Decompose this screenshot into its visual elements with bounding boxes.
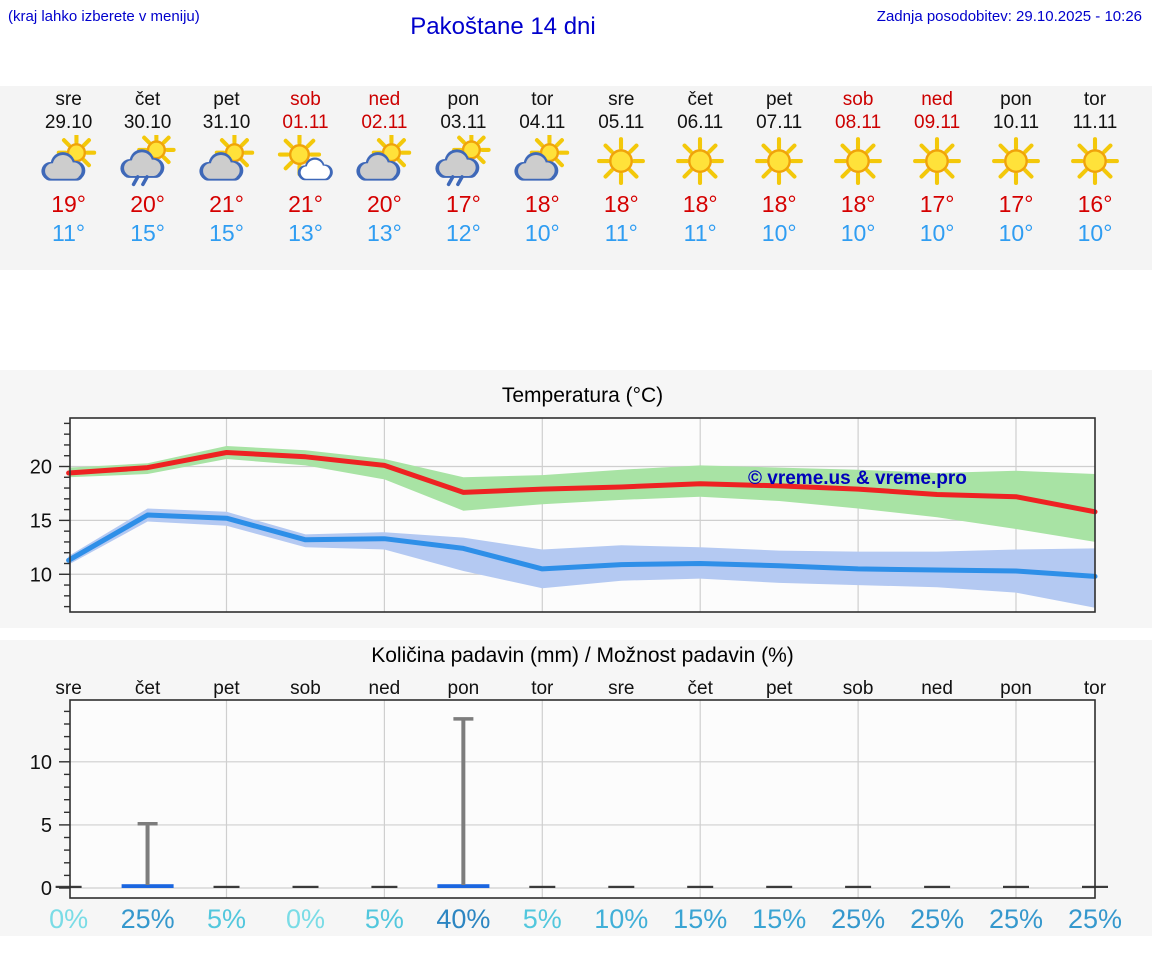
forecast-day bbox=[582, 88, 661, 248]
day-low-temp: 13° bbox=[367, 220, 402, 246]
day-high-temp: 18° bbox=[682, 191, 718, 217]
precip-day-label: pon bbox=[447, 678, 480, 699]
day-high-temp: 20° bbox=[130, 191, 165, 217]
day-date: 03.11 bbox=[440, 112, 487, 133]
day-name: tor bbox=[531, 89, 554, 110]
forecast-day bbox=[424, 88, 503, 248]
svg-text:5: 5 bbox=[40, 814, 52, 837]
day-low-temp: 11° bbox=[52, 220, 86, 246]
svg-text:20: 20 bbox=[29, 456, 52, 479]
day-name: pon bbox=[1000, 89, 1032, 110]
day-name: tor bbox=[1083, 89, 1107, 110]
precip-day-label: tor bbox=[531, 678, 554, 699]
precip-probability: 25% bbox=[988, 904, 1044, 934]
precip-probability: 25% bbox=[831, 904, 886, 934]
forecast-day bbox=[977, 88, 1056, 248]
day-name: sob bbox=[842, 89, 874, 110]
precip-trace-bar bbox=[845, 886, 871, 888]
day-date: 11.11 bbox=[1072, 112, 1118, 133]
sun-icon bbox=[819, 134, 898, 190]
day-low-temp: 15° bbox=[209, 220, 244, 246]
precipitation-chart bbox=[0, 640, 1152, 940]
day-name: pon bbox=[447, 89, 480, 110]
forecast-day bbox=[1056, 88, 1135, 248]
precip-probability: 25% bbox=[1067, 904, 1123, 934]
precipitation-chart-title: Količina padavin (mm) / Možnost padavin (%) bbox=[371, 644, 794, 667]
day-name: sre bbox=[55, 89, 82, 110]
day-low-temp: 10° bbox=[524, 220, 560, 246]
sun-small-cloud-icon bbox=[266, 134, 345, 190]
precip-trace-bar bbox=[687, 886, 713, 888]
temperature-chart bbox=[0, 370, 1152, 628]
precip-trace-bar bbox=[608, 886, 634, 888]
precip-trace-bar bbox=[371, 886, 397, 888]
forecast-day bbox=[819, 88, 898, 248]
page-title: Pakoštane 14 dni bbox=[410, 13, 596, 40]
precip-day-label: čet bbox=[134, 678, 161, 699]
svg-text:10: 10 bbox=[29, 564, 52, 587]
day-high-temp: 18° bbox=[761, 191, 797, 217]
day-name: čet bbox=[134, 89, 161, 110]
day-date: 07.11 bbox=[756, 112, 803, 133]
day-low-temp: 10° bbox=[1077, 220, 1113, 246]
day-name: ned bbox=[368, 89, 401, 110]
sun-icon bbox=[582, 134, 661, 190]
day-name: ned bbox=[921, 89, 953, 110]
precip-day-label: sre bbox=[55, 678, 82, 699]
forecast-day bbox=[108, 88, 187, 248]
day-date: 09.11 bbox=[914, 112, 961, 133]
precip-probability: 5% bbox=[206, 904, 247, 934]
precip-day-label: sre bbox=[608, 678, 635, 699]
forecast-day bbox=[187, 88, 266, 248]
day-low-temp: 11° bbox=[683, 220, 717, 246]
day-low-temp: 12° bbox=[446, 220, 481, 246]
svg-text:10: 10 bbox=[29, 751, 52, 774]
day-high-temp: 18° bbox=[524, 191, 560, 217]
forecast-day bbox=[661, 88, 740, 248]
forecast-day bbox=[345, 88, 424, 248]
day-high-temp: 20° bbox=[367, 191, 402, 217]
day-name: pet bbox=[213, 89, 240, 110]
day-date: 10.11 bbox=[992, 112, 1040, 133]
precip-day-label: tor bbox=[1083, 678, 1107, 699]
sun-icon bbox=[740, 134, 819, 190]
forecast-day bbox=[29, 88, 108, 248]
day-low-temp: 10° bbox=[840, 220, 876, 246]
day-date: 31.10 bbox=[202, 112, 251, 133]
day-date: 08.11 bbox=[835, 112, 882, 133]
day-date: 30.10 bbox=[123, 112, 172, 133]
precip-probability: 5% bbox=[522, 904, 562, 934]
day-name: čet bbox=[687, 89, 713, 110]
day-high-temp: 16° bbox=[1077, 191, 1113, 217]
precip-probability: 15% bbox=[752, 904, 807, 934]
day-high-temp: 17° bbox=[446, 191, 481, 217]
sun-cloud-icon bbox=[503, 134, 582, 190]
forecast-day bbox=[503, 88, 582, 248]
precip-day-label: pet bbox=[213, 678, 240, 699]
precip-trace-bar bbox=[924, 886, 950, 888]
precip-probability: 40% bbox=[436, 904, 491, 934]
watermark: © vreme.us & vreme.pro bbox=[748, 468, 967, 489]
day-date: 01.11 bbox=[282, 112, 329, 133]
precip-day-label: pet bbox=[765, 678, 793, 699]
precip-probability: 25% bbox=[120, 904, 175, 934]
sun-cloud-icon bbox=[345, 134, 424, 190]
day-date: 29.10 bbox=[44, 112, 93, 133]
day-high-temp: 21° bbox=[209, 191, 244, 217]
day-low-temp: 11° bbox=[604, 220, 638, 246]
day-name: sre bbox=[608, 89, 635, 110]
precip-probability: 5% bbox=[364, 904, 404, 934]
precip-day-label: pon bbox=[1000, 678, 1032, 699]
day-name: sob bbox=[290, 89, 321, 110]
precip-day-label: sob bbox=[290, 678, 321, 699]
day-high-temp: 18° bbox=[603, 191, 639, 217]
temperature-chart-title: Temperatura (°C) bbox=[501, 384, 664, 407]
day-date: 05.11 bbox=[598, 112, 645, 133]
precip-probability: 15% bbox=[673, 904, 728, 934]
precip-probability: 0% bbox=[285, 904, 326, 934]
precip-trace-bar bbox=[766, 886, 792, 888]
precip-day-label: čet bbox=[687, 678, 713, 699]
day-low-temp: 15° bbox=[130, 220, 165, 246]
precip-probability: 10% bbox=[594, 904, 649, 934]
svg-text:0: 0 bbox=[40, 878, 52, 900]
day-low-temp: 10° bbox=[761, 220, 797, 246]
day-date: 02.11 bbox=[361, 112, 408, 133]
day-low-temp: 10° bbox=[919, 220, 955, 246]
precip-day-label: sob bbox=[842, 678, 874, 699]
forecast-day bbox=[898, 88, 977, 248]
precip-day-label: ned bbox=[368, 678, 401, 699]
precip-probability: 0% bbox=[49, 904, 89, 934]
menu-hint: (kraj lahko izberete v meniju) bbox=[8, 8, 200, 25]
sun-icon bbox=[661, 134, 740, 190]
precip-trace-bar bbox=[293, 886, 319, 888]
sun-cloud-icon bbox=[187, 134, 266, 190]
sun-cloud-icon bbox=[29, 134, 108, 190]
sun-icon bbox=[1056, 134, 1135, 190]
last-update: Zadnja posodobitev: 29.10.2025 - 10:26 bbox=[876, 8, 1142, 25]
day-high-temp: 18° bbox=[840, 191, 876, 217]
day-high-temp: 21° bbox=[288, 191, 323, 217]
precip-trace-bar bbox=[529, 886, 555, 888]
precip-day-label: ned bbox=[921, 678, 953, 699]
sun-icon bbox=[977, 134, 1056, 190]
day-name: pet bbox=[765, 89, 793, 110]
forecast-day bbox=[740, 88, 819, 248]
day-high-temp: 17° bbox=[998, 191, 1034, 217]
forecast-strip bbox=[0, 86, 1152, 270]
day-high-temp: 17° bbox=[919, 191, 955, 217]
day-date: 06.11 bbox=[677, 112, 724, 133]
svg-text:15: 15 bbox=[29, 510, 52, 533]
forecast-day bbox=[266, 88, 345, 248]
day-low-temp: 13° bbox=[288, 220, 323, 246]
precip-probability: 25% bbox=[910, 904, 965, 934]
day-date: 04.11 bbox=[519, 112, 566, 133]
sun-cloud-rain-icon bbox=[424, 134, 503, 190]
day-high-temp: 19° bbox=[51, 191, 86, 217]
sun-cloud-rain-icon bbox=[108, 134, 187, 190]
day-low-temp: 10° bbox=[998, 220, 1034, 246]
sun-icon bbox=[898, 134, 977, 190]
precip-trace-bar bbox=[214, 886, 240, 888]
precip-trace-bar bbox=[1003, 886, 1029, 888]
